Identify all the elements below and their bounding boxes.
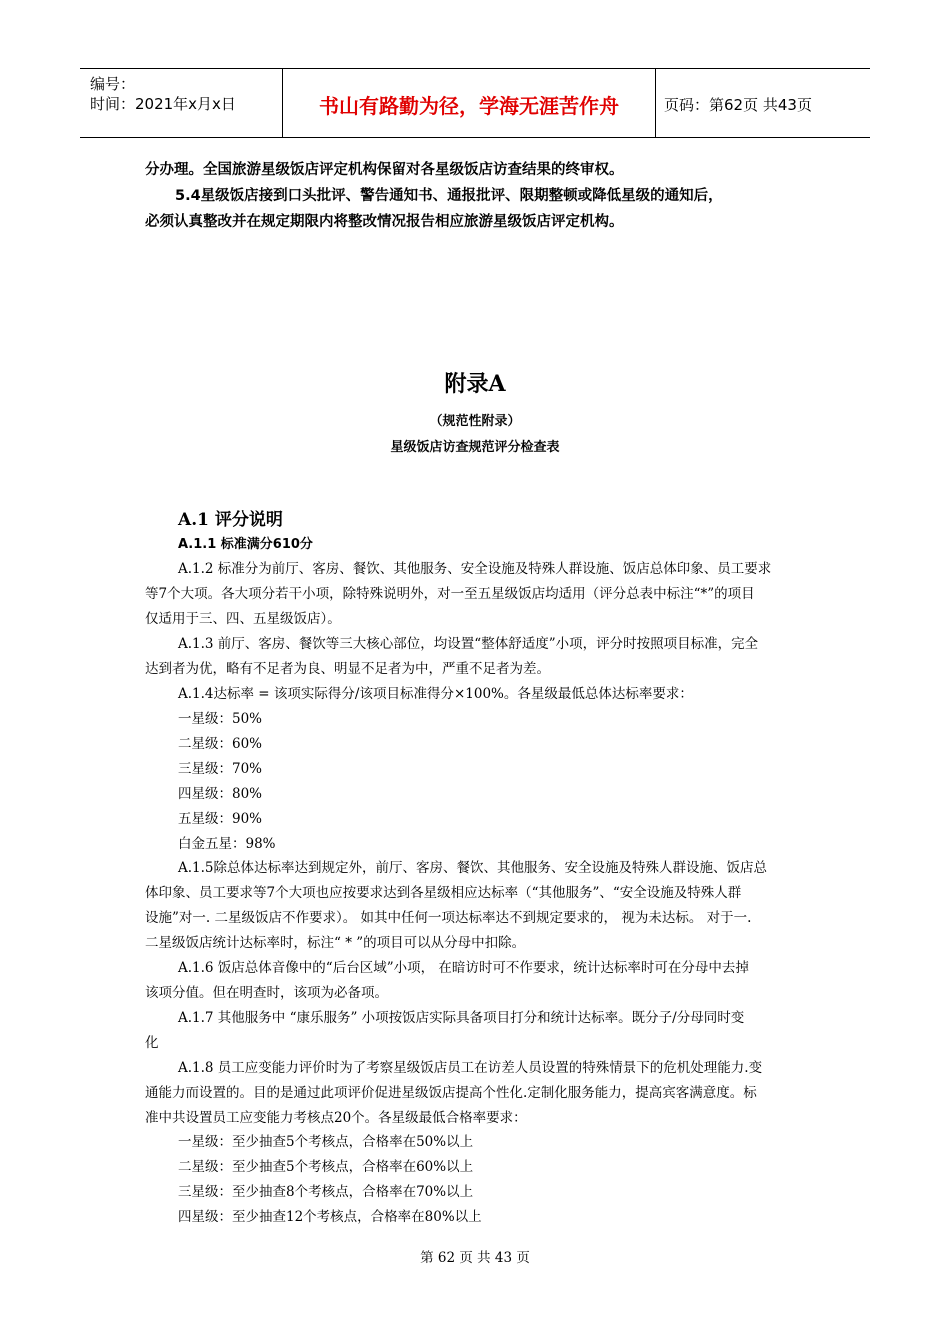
- rate-item-5: 五星级：90%: [178, 811, 263, 827]
- section-heading: A.1 评分说明: [178, 510, 283, 530]
- para-a15-line-1: A.1.5除总体达标率达到规定外，前厅、客房、餐饮、其他服务、安全设施及特殊人群设施、饭店总: [178, 860, 768, 876]
- intro-line-2: 5.4星级饭店接到口头批评、警告通知书、通报批评、限期整顿或降低星级的通知后，: [175, 188, 723, 204]
- section-sub-heading: A.1.1 标准满分610分: [178, 537, 313, 552]
- para-a15-line-4: 二星级饭店统计达标率时，标注“ * ”的项目可以从分母中扣除。: [145, 935, 526, 951]
- para-a16-line-1: A.1.6 饭店总体音像中的“后台区域”小项， 在暗访时可不作要求，统计达标率时可在分母中去掉: [178, 960, 749, 976]
- header-page-cell: [656, 69, 870, 137]
- para-a12-line-1: A.1.2 标准分为前厅、客房、餐饮、其他服务、安全设施及特殊人群设施、饭店总体印象、员工要求: [178, 561, 772, 577]
- rate-item-2: 二星级：60%: [178, 736, 263, 752]
- para-a16-line-2: 该项分值。但在明查时，该项为必备项。: [145, 985, 388, 1001]
- req-item-3: 三星级：至少抽查8个考核点，合格率在70%以上: [178, 1184, 474, 1200]
- intro-line-3: 必须认真整改并在规定期限内将整改情况报告相应旅游星级饭店评定机构。: [145, 214, 624, 230]
- page-header: [80, 68, 870, 138]
- req-item-4: 四星级：至少抽查12个考核点，合格率在80%以上: [178, 1209, 482, 1225]
- para-a15-line-3: 设施”对一. 二星级饭店不作要求）。 如其中任何一项达标率达不到规定要求的， 视为未达标。 对于一.: [145, 910, 752, 926]
- rate-item-1: 一星级：50%: [178, 711, 263, 727]
- motto-text: 书山有路勤为径，学海无涯苦作舟: [319, 94, 619, 118]
- para-a18-line-2: 通能力而设置的。目的是通过此项评价促进星级饭店提高个性化.定制化服务能力，提高宾客满意度。标: [145, 1085, 757, 1101]
- rate-item-3: 三星级：70%: [178, 761, 263, 777]
- para-a18-line-3: 准中共设置员工应变能力考核点20个。各星级最低合格率要求：: [145, 1110, 527, 1126]
- req-item-1: 一星级：至少抽查5个考核点，合格率在50%以上: [178, 1134, 474, 1150]
- header-info-cell: [80, 69, 283, 137]
- para-a13-line-2: 达到者为优，略有不足者为良、明显不足者为中，严重不足者为差。: [145, 661, 550, 677]
- rate-item-4: 四星级：80%: [178, 786, 263, 802]
- page-info: 页码：第62页 共43页: [664, 96, 812, 114]
- header-motto-cell: [283, 69, 656, 137]
- para-a14-line-1: A.1.4达标率 = 该项实际得分/该项目标准得分×100%。各星级最低总体达标率要求：: [178, 686, 693, 702]
- rate-item-6: 白金五星：98%: [178, 836, 276, 852]
- page-footer: 第 62 页 共 43 页: [420, 1250, 530, 1266]
- para-a13-line-1: A.1.3 前厅、客房、餐饮等三大核心部位，均设置“整体舒适度”小项，评分时按照项目标准，完全: [178, 636, 759, 652]
- para-a12-line-3: 仅适用于三、四、五星级饭店）。: [145, 611, 341, 627]
- date-label: 时间：2021年x月x日: [90, 95, 236, 113]
- para-a15-line-2: 体印象、员工要求等7个大项也应按要求达到各星级相应达标率（“其他服务”、“安全设施及特殊人群: [145, 885, 742, 901]
- para-a18-line-1: A.1.8 员工应变能力评价时为了考察星级饭店员工在访差人员设置的特殊情景下的危机处理能力.变: [178, 1060, 763, 1076]
- appendix-subtitle: （规范性附录）: [429, 414, 521, 429]
- req-item-2: 二星级：至少抽查5个考核点，合格率在60%以上: [178, 1159, 474, 1175]
- appendix-table-title: 星级饭店访查规范评分检查表: [390, 440, 560, 455]
- code-label: 编号：: [90, 75, 136, 93]
- intro-line-1: 分办理。全国旅游星级饭店评定机构保留对各星级饭店访查结果的终审权。: [145, 162, 624, 178]
- para-a12-line-2: 等7个大项。各大项分若干小项，除特殊说明外，对一至五星级饭店均适用（评分总表中标注“*”的项目: [145, 586, 755, 602]
- appendix-title: 附录A: [444, 371, 506, 397]
- para-a17-line-1: A.1.7 其他服务中 “康乐服务” 小项按饭店实际具备项目打分和统计达标率。既分子/分母同时变: [178, 1010, 745, 1026]
- para-a17-line-2: 化: [145, 1035, 159, 1051]
